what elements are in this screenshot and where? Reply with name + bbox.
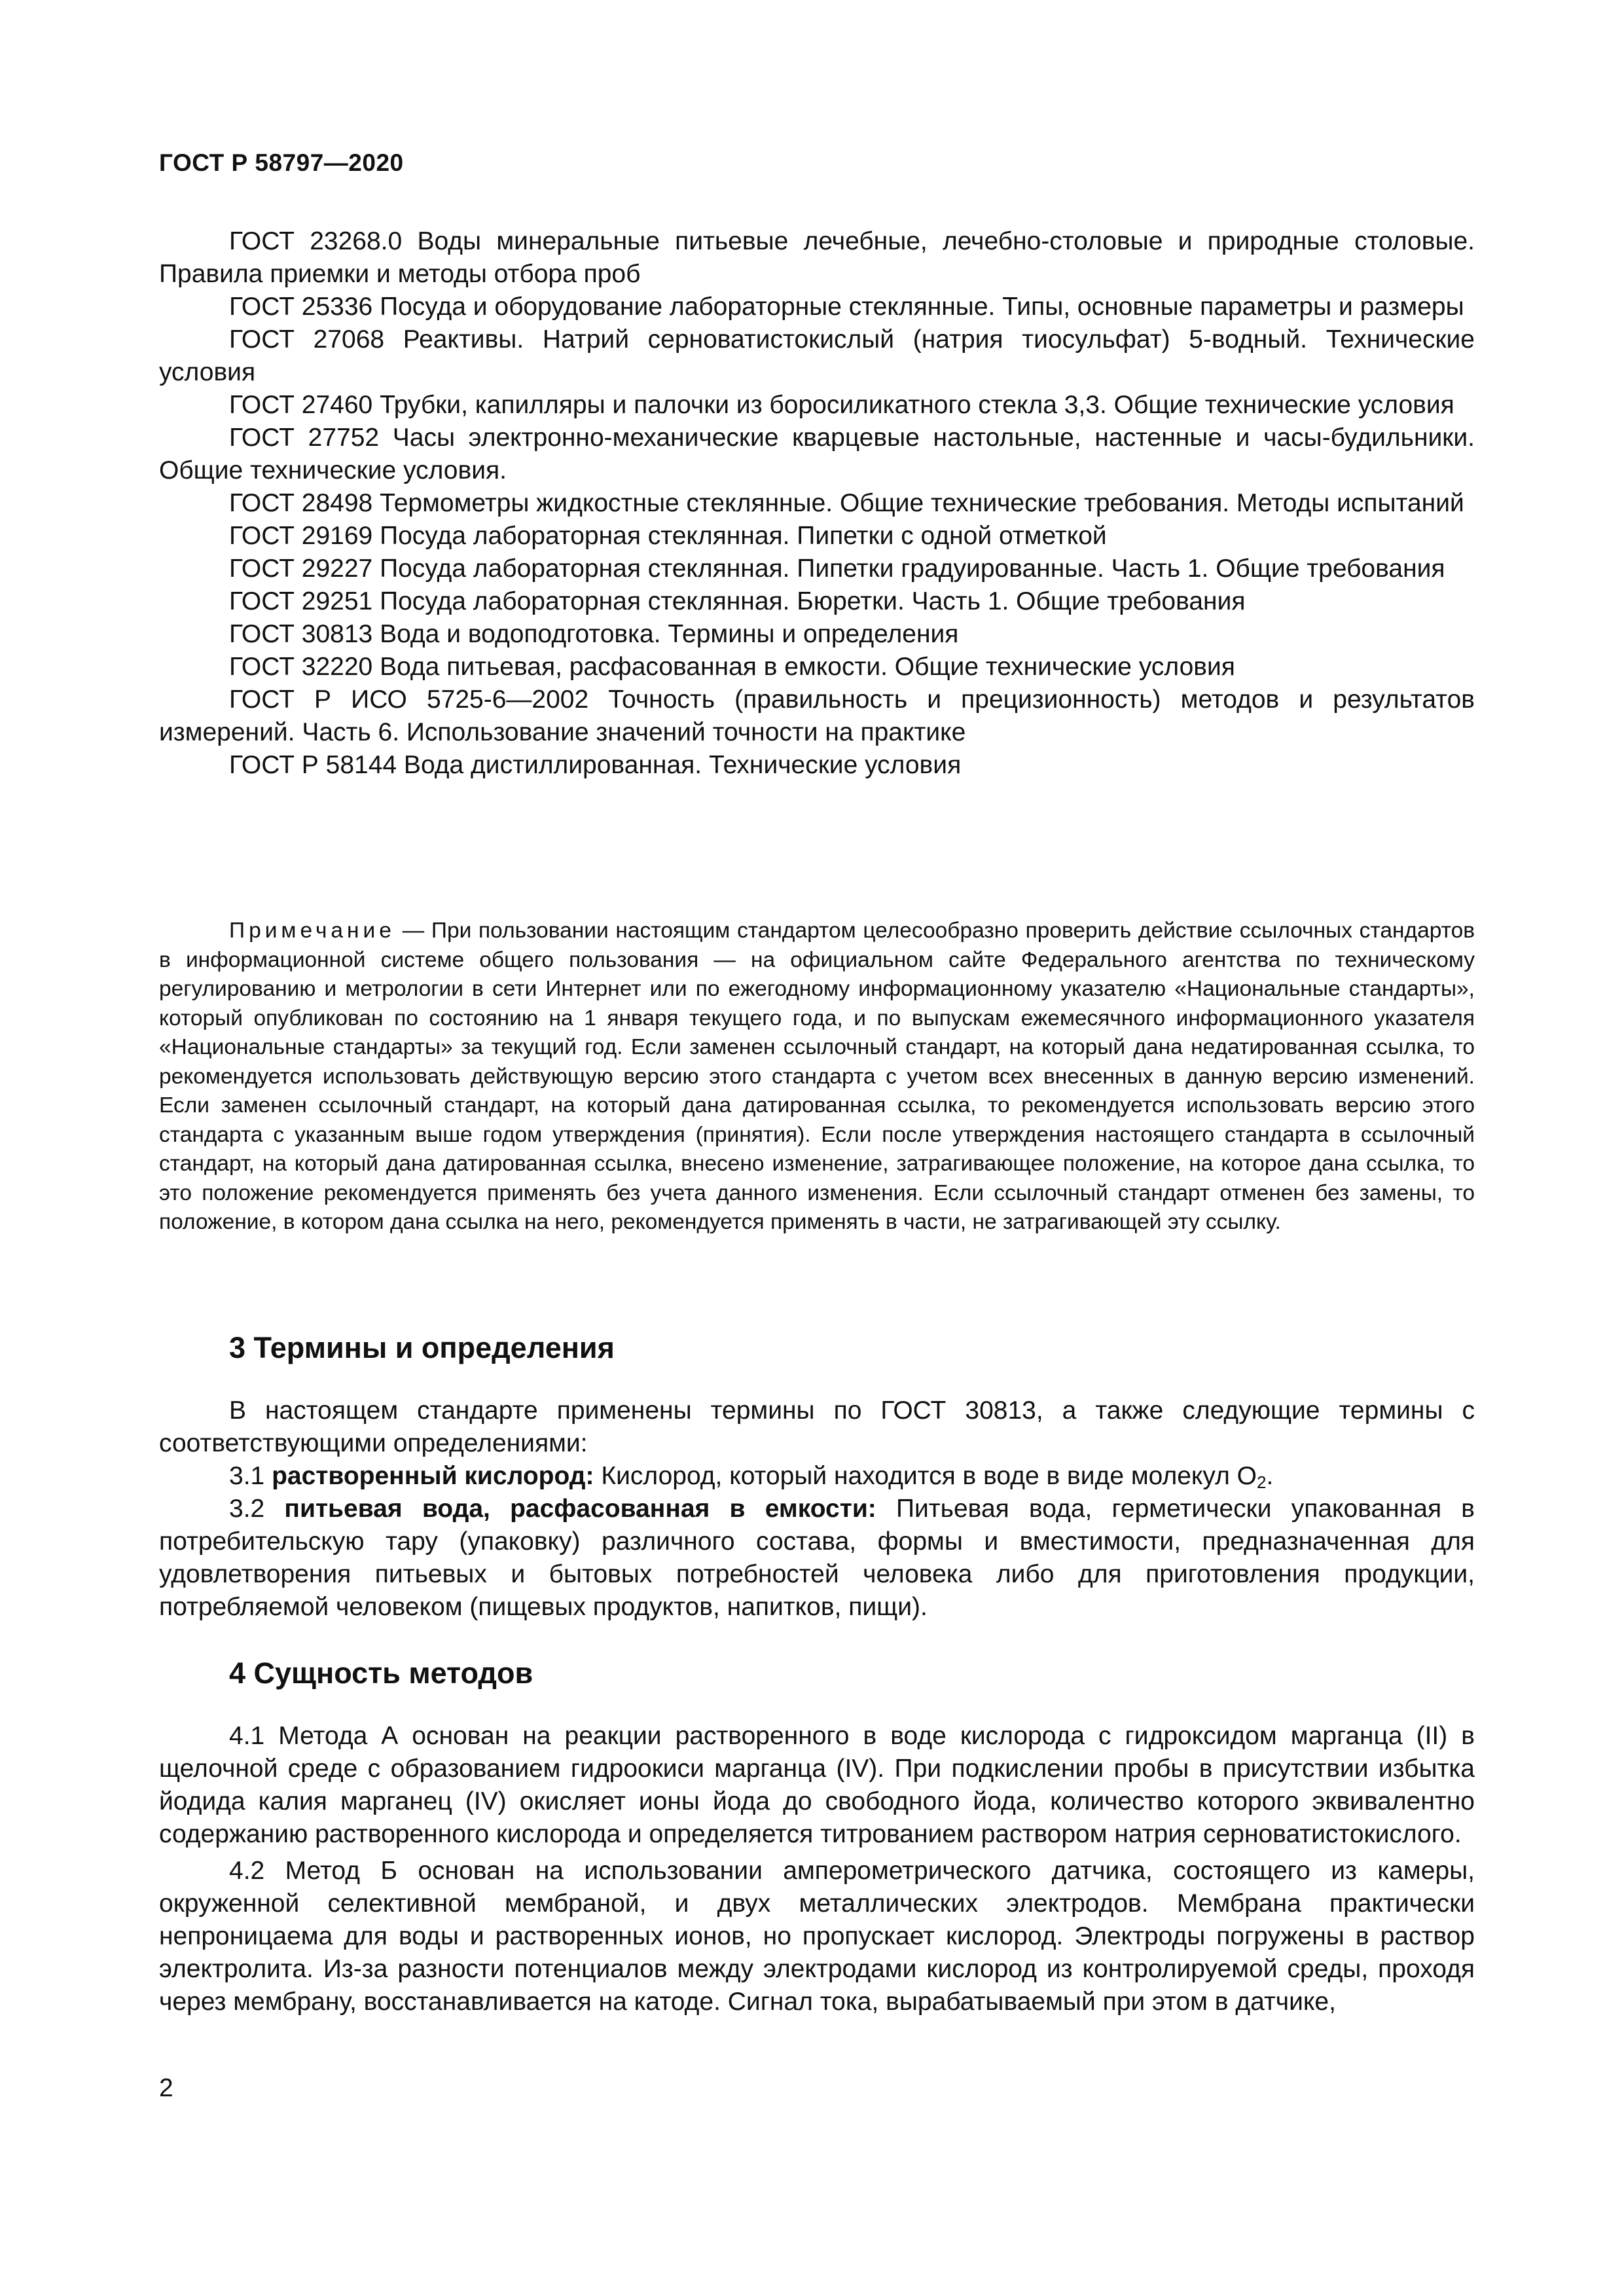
- reference-item: ГОСТ 29227 Посуда лабораторная стеклянная. Пипетки градуированные. Часть 1. Общие требования: [229, 555, 1445, 583]
- paragraph-4-1: 4.1 Метода А основан на реакции растворенного в воде кислорода с гидроксидом марганца (II) в щелочной среде с образованием гидроокиси марганца (IV). При подкислении пробы в присутствии избытка йодида калия марганец (IV) окисляет ионы йода до свободного йода, количество которого эквивалентно содержанию растворенного кислорода и определяется титрованием раствором натрия серноватистокислого.: [159, 1722, 1475, 1848]
- note-paragraph: [159, 917, 1475, 1237]
- section-4-body: [159, 1720, 1475, 2018]
- term-definition: Кислород, который находится в воде в виде молекул O: [594, 1462, 1257, 1490]
- reference-item: ГОСТ 27460 Трубки, капилляры и палочки из боросиликатного стекла 3,3. Общие технические условия: [229, 391, 1454, 419]
- document-code-header: ГОСТ Р 58797—2020: [159, 149, 404, 176]
- reference-item: ГОСТ 30813 Вода и водоподготовка. Термины и определения: [229, 620, 959, 648]
- page-number: 2: [159, 2074, 173, 2102]
- reference-item: ГОСТ 27068 Реактивы. Натрий серноватистокислый (натрия тиосульфат) 5-водный. Технические условия: [159, 325, 1475, 386]
- term-name: питьевая вода, расфасованная в емкости:: [284, 1495, 876, 1523]
- normative-references-list: [159, 225, 1475, 782]
- reference-item: ГОСТ 25336 Посуда и оборудование лабораторные стеклянные. Типы, основные параметры и размеры: [229, 293, 1464, 321]
- note-text: — При пользовании настоящим стандартом целесообразно проверить действие ссылочных стандартов в информационной системе общего пользования — на официальном сайте Федерального агентства по техническому регулированию и метрологии в сети Интернет или по ежегодному информационному указателю «Национальные стандарты», который опубликован по состоянию на 1 января текущего года, и по выпускам ежемесячного информационного указателя «Национальные стандарты» за текущий год. Если заменен ссылочный стандарт, на который дана недатированная ссылка, то рекомендуется использовать действующую версию этого стандарта с учетом всех внесенных в данную версию изменений. Если заменен ссылочный стандарт, на который дана датированная ссылка, то рекомендуется использовать версию этого стандарта с указанным выше годом утверждения (принятия). Если после утверждения настоящего стандарта в ссылочный стандарт, на который дана датированная ссылка, внесено изменение, затрагивающее положение, на которое дана ссылка, то это положение рекомендуется применять без учета данного изменения. Если ссылочный стандарт отменен без замены, то положение, в котором дана ссылка на него, рекомендуется применять в части, не затрагивающей эту ссылку.: [159, 919, 1475, 1234]
- section-4-heading: 4 Сущность методов: [229, 1656, 533, 1690]
- term-name: растворенный кислород:: [272, 1462, 594, 1490]
- term-end: .: [1266, 1462, 1274, 1490]
- reference-item: ГОСТ Р 58144 Вода дистиллированная. Технические условия: [229, 751, 962, 779]
- term-number: 3.2: [229, 1495, 285, 1523]
- reference-item: ГОСТ 23268.0 Воды минеральные питьевые лечебные, лечебно-столовые и природные столовые. Правила приемки и методы отбора проб: [159, 227, 1475, 288]
- reference-item: ГОСТ Р ИСО 5725-6—2002 Точность (правильность и прецизионность) методов и результатов измерений. Часть 6. Использование значений точности на практике: [159, 685, 1475, 746]
- section-3-body: [159, 1394, 1475, 1624]
- reference-item: ГОСТ 32220 Вода питьевая, расфасованная в емкости. Общие технические условия: [229, 653, 1235, 681]
- term-number: 3.1: [229, 1462, 272, 1490]
- term-3-1: [159, 1460, 1475, 1493]
- reference-item: ГОСТ 27752 Часы электронно-механические кварцевые настольные, настенные и часы-будильники. Общие технические условия.: [159, 424, 1475, 484]
- term-3-2: [159, 1493, 1475, 1624]
- section-3-heading: 3 Термины и определения: [229, 1331, 615, 1364]
- term-definition: Питьевая вода, герметически упакованная в потребительскую тару (упаковку) различного состава, формы и вместимости, предназначенная для удовлетворения питьевых и бытовых потребностей человека либо для приготовления продукции, потребляемой человеком (пищевых продуктов, напитков, пищи).: [159, 1495, 1475, 1621]
- subscript: 2: [1257, 1472, 1267, 1492]
- reference-item: ГОСТ 29251 Посуда лабораторная стеклянная. Бюретки. Часть 1. Общие требования: [229, 587, 1246, 615]
- reference-item: ГОСТ 28498 Термометры жидкостные стеклянные. Общие технические требования. Методы испытаний: [229, 489, 1464, 517]
- section-3-intro: В настоящем стандарте применены термины по ГОСТ 30813, а также следующие термины с соответствующими определениями:: [159, 1396, 1475, 1457]
- paragraph-4-2: 4.2 Метод Б основан на использовании амперометрического датчика, состоящего из камеры, окруженной селективной мембраной, и двух металлических электродов. Мембрана практически непроницаема для воды и растворенных ионов, но пропускает кислород. Электроды погружены в раствор электролита. Из-за разности потенциалов между электродами кислород из контролируемой среды, проходя через мембрану, восстанавливается на катоде. Сигнал тока, вырабатываемый при этом в датчике,: [159, 1857, 1475, 2016]
- reference-item: ГОСТ 29169 Посуда лабораторная стеклянная. Пипетки с одной отметкой: [229, 522, 1107, 550]
- note-label: Примечание: [229, 919, 395, 943]
